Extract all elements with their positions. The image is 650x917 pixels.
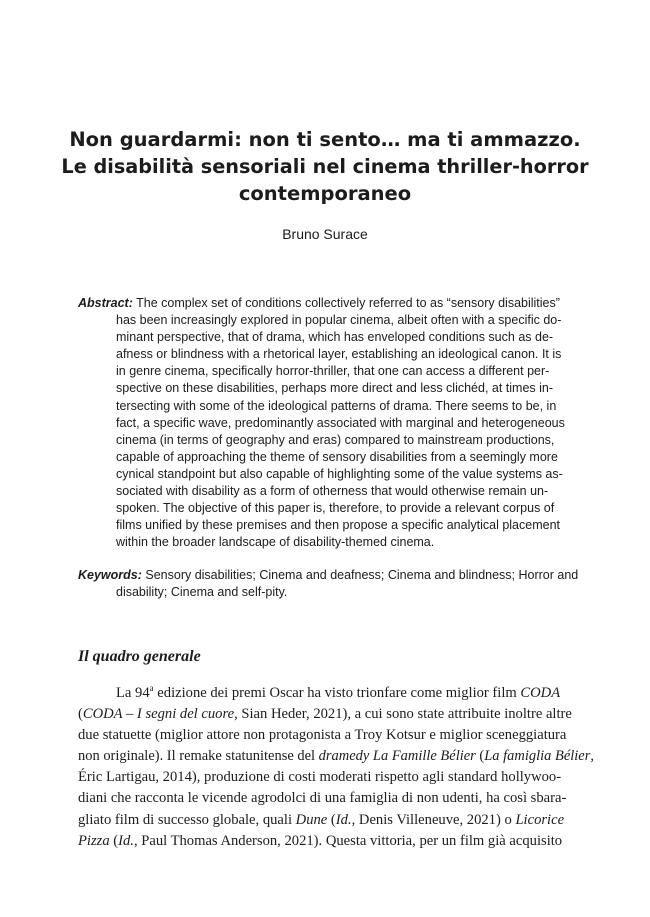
abstract-line: Abstract: The complex set of conditions collectively referred to as “sensory disabilities” [78, 296, 560, 310]
abstract-line: has been increasingly explored in popular cinema, albeit often with a specific do- [116, 313, 562, 328]
author-name: Bruno Surace [282, 226, 368, 242]
abstract-line: cinema (in terms of geography and eras) compared to mainstream productions, [116, 432, 555, 447]
abstract-line: tersecting with some of the ideological patterns of drama. There seems to be, in [116, 398, 557, 413]
abstract [78, 295, 596, 551]
abstract-line: minant perspective, that of drama, which has enveloped conditions such as de- [116, 330, 554, 345]
title-line-1: Non guardarmi: non ti sento… ma ti ammazzo. [69, 128, 581, 151]
abstract-line: sociated with disability as a form of otherness that would otherwise remain un- [116, 484, 549, 499]
body-line: gliato film di successo globale, quali Dune (Id., Denis Villeneuve, 2021) o Licorice [78, 811, 565, 828]
abstract-line: cynical standpoint but also capable of highlighting some of the value systems as- [116, 466, 563, 481]
paper-title [60, 126, 590, 207]
section-heading: Il quadro generale [78, 648, 201, 665]
abstract-line: fact, a specific wave, predominantly associated with marginal and heterogeneous [116, 415, 565, 430]
keywords [78, 567, 596, 601]
title-line-3: contemporaneo [238, 182, 412, 205]
abstract-line: capable of approaching the theme of sensory disabilities from a seemingly more [116, 449, 558, 464]
keywords-line: disability; Cinema and self-pity. [116, 585, 288, 600]
abstract-line: films unified by these premises and then propose a specific analytical placement [116, 518, 560, 533]
body-line: Éric Lartigau, 2014), produzione di costi moderati rispetto agli standard hollywoo- [78, 769, 562, 786]
body-line: diani che racconta le vicende agrodolci di una famiglia di non udenti, ha così sbara- [78, 790, 567, 807]
body-line: (CODA – I segni del cuore, Sian Heder, 2021), a cui sono state attribuite inoltre altre [78, 706, 572, 723]
body-line: Pizza (Id., Paul Thomas Anderson, 2021). Questa vittoria, per un film già acquisito [78, 832, 563, 849]
body-line: non originale). Il remake statunitense del dramedy La Famille Bélier (La famiglia Bélier, [78, 748, 594, 765]
abstract-line: spoken. The objective of this paper is, therefore, to provide a relevant corpus of [116, 501, 555, 516]
abstract-line: afness or blindness with a rhetorical layer, establishing an ideological canon. It is [116, 347, 562, 362]
keywords-label: Keywords: [78, 568, 142, 582]
abstract-line: within the broader landscape of disability-themed cinema. [116, 535, 435, 550]
abstract-label: Abstract: [78, 296, 133, 310]
body-line: La 94$^a$ edizione dei premi Oscar ha visto trionfare come miglior film CODA [116, 683, 561, 701]
body-line: due statuette (miglior attore non protagonista a Troy Kotsur e miglior sceneggiatura [78, 727, 567, 744]
abstract-line: spective on these disabilities, perhaps more direct and less clichéd, at times in- [116, 381, 554, 396]
title-line-2: Le disabilità sensoriali nel cinema thriller-horror [61, 155, 589, 178]
abstract-line: in genre cinema, specifically horror-thriller, that one can access a different per- [116, 364, 550, 379]
keywords-line: Keywords: Sensory disabilities; Cinema and deafness; Cinema and blindness; Horror and [78, 568, 579, 582]
body-paragraph [78, 683, 596, 852]
